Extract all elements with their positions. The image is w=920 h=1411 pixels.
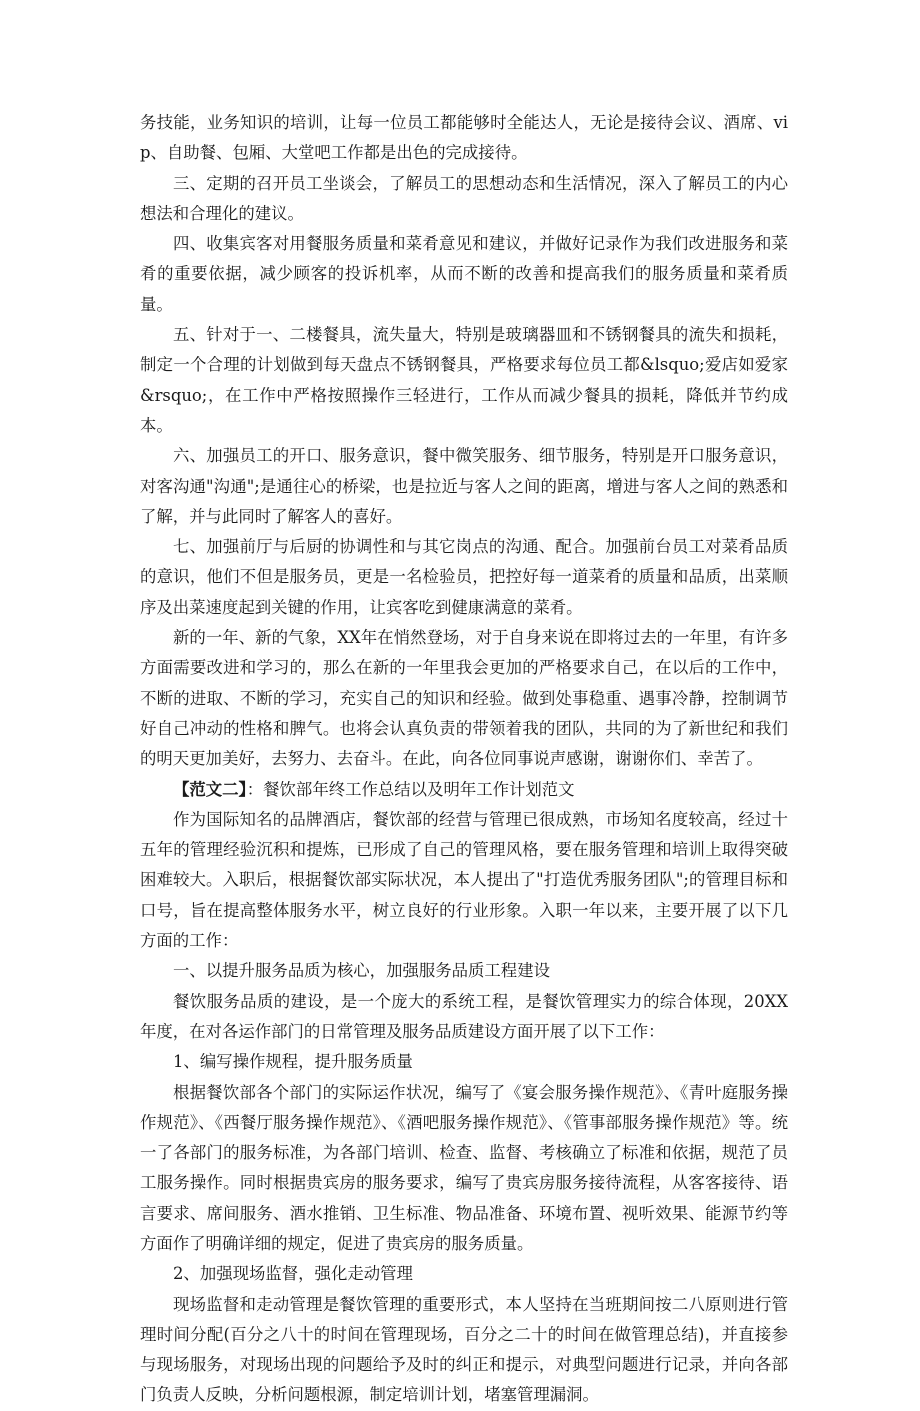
paragraph-9: 作为国际知名的品牌酒店，餐饮部的经营与管理已很成熟，市场知名度较高，经过十五年的管理经验沉积和提炼，已形成了自己的管理风格，要在服务管理和培训上取得突破困难较大。入职后，根据餐饮部实际状况，本人提出了"打造优秀服务团队";的管理目标和口号，旨在提高整体服务水平，树立良好的行业形象。入职一年以来，主要开展了以下几方面的工作： — [140, 809, 788, 951]
sample-two-label: 【范文二】 — [173, 779, 247, 799]
paragraph-15: 现场监督和走动管理是餐饮管理的重要形式，本人坚持在当班期间按二八原则进行管理时间分配(百分之八十的时间在管理现场，百分之二十的时间在做管理总结)，并直接参与现场服务，对现场出现的问题给予及时的纠正和提示，对典型问题进行记录，并向各部门负责人反映，分析问题根源，制定培训计划，堵塞管理漏洞。 — [140, 1294, 788, 1405]
section-heading-1: 一、以提升服务品质为核心，加强服务品质工程建设 — [173, 961, 550, 981]
paragraph-7: 新的一年、新的气象，XX年在悄然登场，对于自身来说在即将过去的一年里，有许多方面需要改进和学习的，那么在新的一年里我会更加的严格要求自己，在以后的工作中，不断的进取、不断的学习，充实自己的知识和经验。做到处事稳重、遇事冷静，控制调节好自己冲动的性格和脾气。也将会认真负责的带领着我的团队，共同的为了新世纪和我们的明天更加美好，去努力、去奋斗。在此，向各位同事说声感谢，谢谢你们、幸苦了。 — [140, 628, 788, 769]
paragraph-3: 四、收集宾客对用餐服务质量和菜肴意见和建议，并做好记录作为我们改进服务和菜肴的重要依据，减少顾客的投诉机率，从而不断的改善和提高我们的服务质量和菜肴质量。 — [140, 234, 788, 314]
sample-two-heading — [140, 775, 788, 805]
paragraph-6: 七、加强前厅与后厨的协调性和与其它岗点的沟通、配合。加强前台员工对菜肴品质的意识，他们不但是服务员，更是一名检验员，把控好每一道菜肴的质量和品质，出菜顺序及出菜速度起到关键的作用，让宾客吃到健康满意的菜肴。 — [140, 537, 788, 617]
paragraph-13: 根据餐饮部各个部门的实际运作状况，编写了《宴会服务操作规范》、《青叶庭服务操作规范》、《西餐厅服务操作规范》、《酒吧服务操作规范》、《管事部服务操作规范》等。统一了各部门的服务标准，为各部门培训、检查、监督、考核确立了标准和依据，规范了员工服务操作。同时根据贵宾房的服务要求，编写了贵宾房服务接待流程，从客客接待、语言要求、席间服务、酒水推销、卫生标准、物品准备、环境布置、视听效果、能源节约等方面作了明确详细的规定，促进了贵宾房的服务质量。 — [140, 1082, 788, 1253]
paragraph-1: 务技能，业务知识的培训，让每一位员工都能够时全能达人，无论是接待会议、酒席、vip、自助餐、包厢、大堂吧工作都是出色的完成接待。 — [140, 113, 788, 163]
paragraph-11: 餐饮服务品质的建设，是一个庞大的系统工程，是餐饮管理实力的综合体现，20XX年度，在对各运作部门的日常管理及服务品质建设方面开展了以下工作： — [140, 991, 788, 1041]
paragraph-4: 五、针对于一、二楼餐具，流失量大，特别是玻璃器皿和不锈钢餐具的流失和损耗，制定一个合理的计划做到每天盘点不锈钢餐具，严格要求每位员工都&lsquo;爱店如爱家&rsquo;，在工作中严格按照操作三轻进行，工作从而减少餐具的损耗，降低并节约成本。 — [140, 325, 788, 435]
subheading-2: 2、加强现场监督，强化走动管理 — [173, 1264, 413, 1284]
paragraph-5: 六、加强员工的开口、服务意识，餐中微笑服务、细节服务，特别是开口服务意识，对客沟通"沟通";是通往心的桥梁，也是拉近与客人之间的距离，增进与客人之间的熟悉和了解，并与此同时了解客人的喜好。 — [140, 446, 788, 526]
paragraph-2: 三、定期的召开员工坐谈会，了解员工的思想动态和生活情况，深入了解员工的内心想法和合理化的建议。 — [140, 173, 788, 223]
sample-two-title: ：餐饮部年终工作总结以及明年工作计划范文 — [246, 779, 575, 799]
document-body — [140, 108, 788, 1411]
subheading-1: 1、编写操作规程，提升服务质量 — [173, 1052, 413, 1072]
